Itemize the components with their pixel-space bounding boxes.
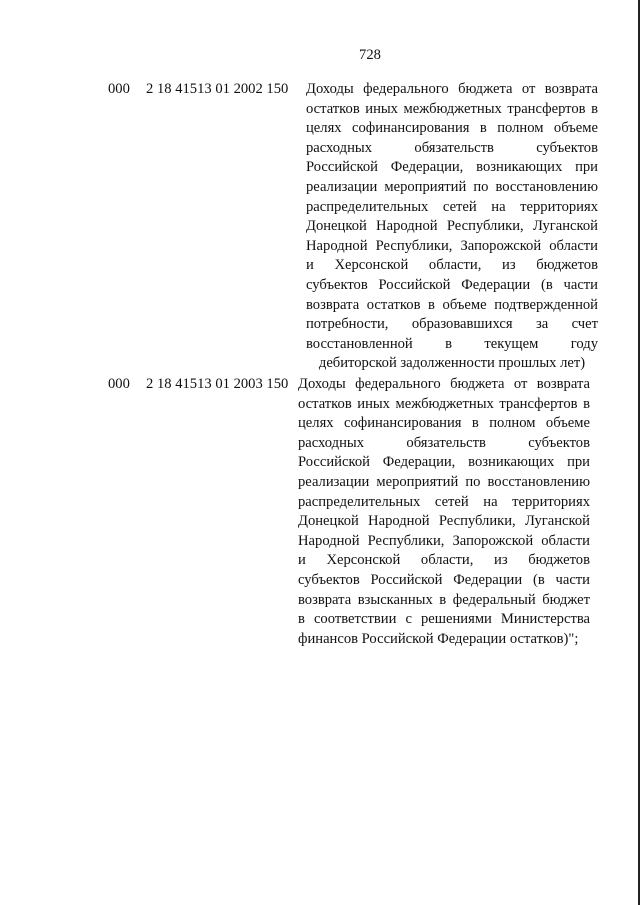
description-line: Российской Федерации, возникающих при <box>298 454 590 471</box>
admin-code: 000 <box>108 81 130 97</box>
description-line: остатков иных межбюджетных трансфертов в <box>298 395 590 412</box>
description-line: дебиторской задолженности прошлых лет) <box>318 355 586 372</box>
description-line: распределительных сетей на территориях <box>298 493 590 510</box>
description-line: возврата остатков в объеме подтвержденной <box>306 296 598 313</box>
description-line: восстановленной в текущем году <box>306 335 598 352</box>
description-line: субъектов Российской Федерации (в части <box>306 276 598 293</box>
description-line: Донецкой Народной Республики, Луганской <box>298 513 590 530</box>
description-line: остатков иных межбюджетных трансфертов в <box>306 100 598 117</box>
description-line: субъектов Российской Федерации (в части <box>298 571 590 588</box>
entry-description <box>298 375 590 649</box>
description-line: в соответствии с решениями Министерства <box>298 611 590 628</box>
classification-code: 2 18 41513 01 2002 150 <box>146 81 289 97</box>
description-line: целях софинансирования в полном объеме <box>298 415 590 432</box>
description-line: Доходы федерального бюджета от возврата <box>306 81 598 97</box>
description-line: Российской Федерации, возникающих при <box>306 159 598 176</box>
description-line: целях софинансирования в полном объеме <box>306 120 598 137</box>
description-line: реализации мероприятий по восстановлению <box>298 473 590 490</box>
description-line: потребности, образовавшихся за счет <box>306 316 598 333</box>
description-line: распределительных сетей на территориях <box>306 198 598 215</box>
description-line: Доходы федерального бюджета от возврата <box>298 376 590 392</box>
page-number: 728 <box>359 47 381 63</box>
admin-code: 000 <box>108 376 130 392</box>
description-line: Народной Республики, Запорожской области <box>306 237 598 254</box>
description-line: и Херсонской области, из бюджетов <box>306 257 598 274</box>
classification-code: 2 18 41513 01 2003 150 <box>146 376 289 392</box>
description-line: расходных обязательств субъектов <box>306 139 598 156</box>
entry-description <box>306 80 598 374</box>
description-line: финансов Российской Федерации остатков)"; <box>298 630 579 647</box>
description-line: Народной Республики, Запорожской области <box>298 532 590 549</box>
description-line: расходных обязательств субъектов <box>298 434 590 451</box>
description-line: и Херсонской области, из бюджетов <box>298 552 590 569</box>
description-line: реализации мероприятий по восстановлению <box>306 178 598 195</box>
description-line: Донецкой Народной Республики, Луганской <box>306 218 598 235</box>
description-line: возврата взысканных в федеральный бюджет <box>298 591 590 608</box>
